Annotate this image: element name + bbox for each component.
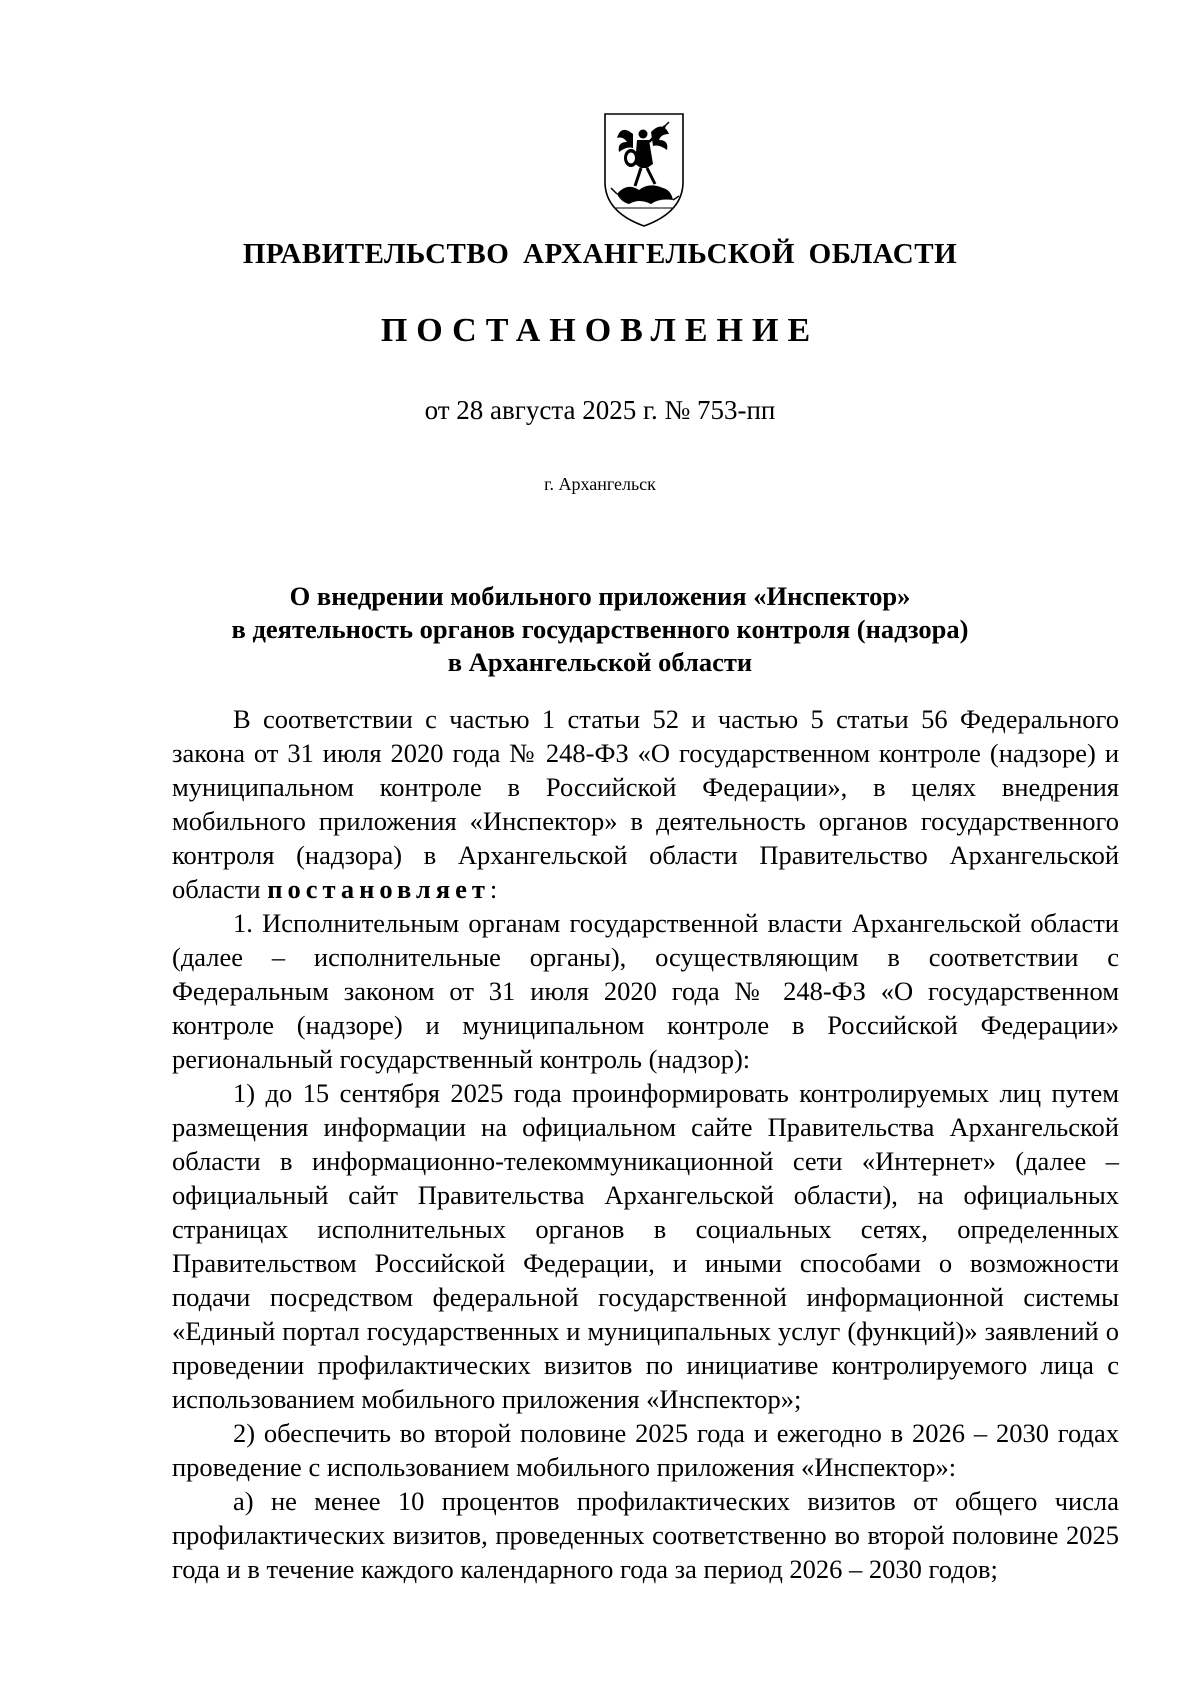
paragraph-1: 1. Исполнительным органам государственной власти Архангельской области (далее – исполнительные органы), осуществляющим в соответствии с Федеральным законом от 31 июля 2020 года № 248-ФЗ «О государственном контроле (надзоре) и муниципальном контроле в Российской Федерации» региональный государственный контроль (надзор): <box>172 908 1119 1074</box>
title-line-3: в Архангельской области <box>447 647 753 677</box>
document-date-number: от 28 августа 2025 г. № 753-пп <box>424 395 776 425</box>
document-city: г. Архангельск <box>544 474 656 494</box>
preamble-colon: : <box>489 874 498 904</box>
organization-name: ПРАВИТЕЛЬСТВО АРХАНГЕЛЬСКОЙ ОБЛАСТИ <box>242 238 958 270</box>
document-type: ПОСТАНОВЛЕНИЕ <box>380 312 820 349</box>
preamble-text: В соответствии с частью 1 статьи 52 и частью 5 статьи 56 Федерального закона от 31 июля 2020 года № 248-ФЗ «О государственном контроле (надзоре) и муниципальном контроле в Российской Федерации», в целях внедрения мобильного приложения «Инспектор» в деятельность органов государственного контроля (надзора) в Архангельской области Правительство Архангельской области <box>172 704 1119 904</box>
coat-of-arms-icon <box>603 112 685 228</box>
document-body <box>172 702 1119 1586</box>
resolution-keyword: постановляет <box>267 874 490 904</box>
paragraph-1-item-2-a: а) не менее 10 процентов профилактических визитов от общего числа профилактических визитов, проведенных соответственно во второй половине 2025 года и в течение каждого календарного года за период 2026 – 2030 годов; <box>172 1486 1119 1584</box>
paragraph-1-item-1: 1) до 15 сентября 2025 года проинформировать контролируемых лиц путем размещения информации на официальном сайте Правительства Архангельской области в информационно-телекоммуникационной сети «Интернет» (далее – официальный сайт Правительства Архангельской области), на официальных страницах исполнительных органов в социальных сетях, определенных Правительством Российской Федерации, и иными способами о возможности подачи посредством федеральной государственной информационной системы «Единый портал государственных и муниципальных услуг (функций)» заявлений о проведении профилактических визитов по инициативе контролируемого лица с использованием мобильного приложения «Инспектор»; <box>172 1078 1119 1414</box>
paragraph-1-item-2: 2) обеспечить во второй половине 2025 года и ежегодно в 2026 – 2030 годах проведение с использованием мобильного приложения «Инспектор»: <box>172 1418 1119 1482</box>
document-title <box>0 580 1200 679</box>
title-line-2: в деятельность органов государственного контроля (надзора) <box>231 614 969 644</box>
preamble-paragraph <box>172 702 1119 906</box>
title-line-1: О внедрении мобильного приложения «Инспектор» <box>289 581 911 611</box>
